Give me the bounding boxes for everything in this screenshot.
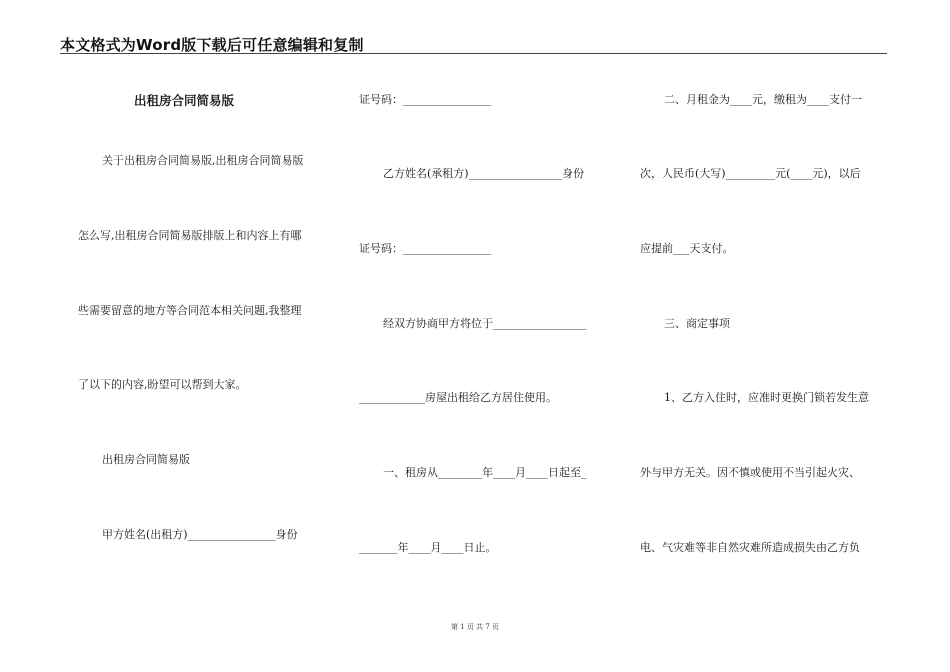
header-divider <box>60 53 887 54</box>
paragraph-line: 电、气灾难等非自然灾难所造成损失由乙方负 <box>640 541 860 554</box>
document-banner: 本文格式为Word版下载后可任意编辑和复制 <box>60 36 364 54</box>
paragraph-line: 甲方姓名(出租方)________________身份 <box>102 528 298 541</box>
paragraph-line: 乙方姓名(承租方)_________________身份 <box>383 167 585 180</box>
paragraph-line: 次，人民币(大写)_________元(____元)，以后 <box>640 167 861 180</box>
paragraph-line: _______年____月____日止。 <box>359 541 497 554</box>
paragraph-line: 证号码：________________ <box>359 242 491 255</box>
paragraph-line: 外与甲方无关。因不慎或使用不当引起火灾、 <box>640 466 860 479</box>
paragraph-line: 些需要留意的地方等合同范本相关问题,我整理 <box>78 304 302 317</box>
paragraph-line: 二、月租金为____元，缴租为____支付一 <box>664 93 862 106</box>
paragraph-line: ____________房屋出租给乙方居住使用。 <box>359 391 557 404</box>
page-number: 第 1 页 共 7 页 <box>450 623 500 631</box>
paragraph-line: 怎么写,出租房合同简易版排版上和内容上有哪 <box>78 229 302 242</box>
paragraph-line: 应提前___天支付。 <box>640 242 734 255</box>
section-heading: 三、商定事项 <box>664 317 730 330</box>
paragraph-line: 关于出租房合同简易版,出租房合同简易版 <box>102 154 304 167</box>
paragraph-line: 一、租房从________年____月____日起至_ <box>383 466 587 479</box>
paragraph-line: 了以下的内容,盼望可以帮到大家。 <box>78 378 247 391</box>
paragraph-line: 1、乙方入住时，应准时更换门锁若发生意 <box>664 391 869 404</box>
document-title: 出租房合同简易版 <box>134 93 235 108</box>
section-heading: 出租房合同简易版 <box>102 453 190 466</box>
paragraph-line: 经双方协商甲方将位于_________________ <box>383 317 587 330</box>
paragraph-line: 证号码：________________ <box>359 93 491 106</box>
